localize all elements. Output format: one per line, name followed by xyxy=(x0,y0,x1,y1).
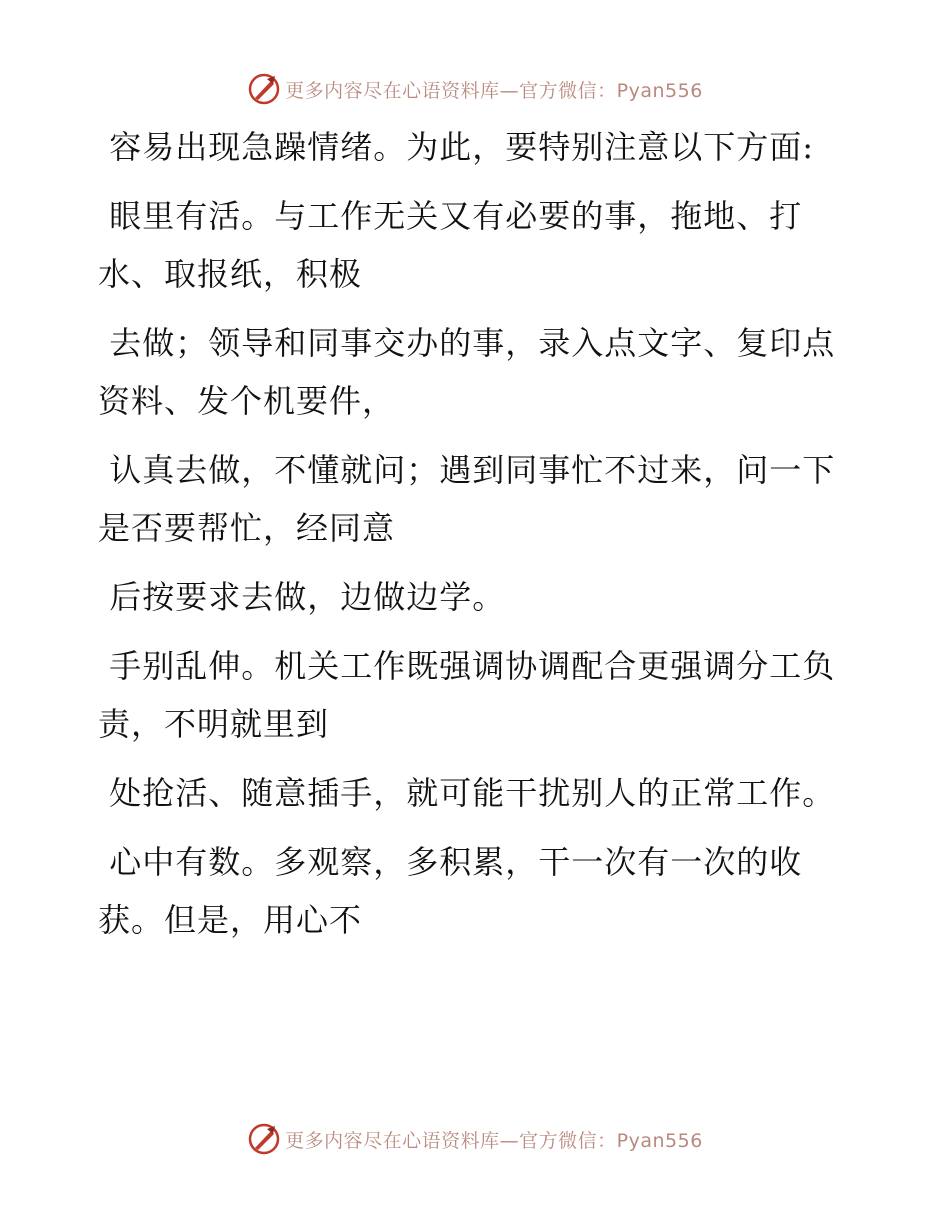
paragraph: 眼里有活。与工作无关又有必要的事，拖地、打水、取报纸，积极 xyxy=(98,197,803,293)
paragraph: 处抢活、随意插手，就可能干扰别人的正常工作。 xyxy=(109,774,836,812)
paragraph: 容易出现急躁情绪。为此，要特别注意以下方面: xyxy=(109,128,814,166)
footer-banner-text: 更多内容尽在心语资料库—官方微信：Pyan556 xyxy=(285,1129,703,1152)
paragraph: 后按要求去做，边做边学。 xyxy=(109,578,506,616)
header-banner-text: 更多内容尽在心语资料库—官方微信：Pyan556 xyxy=(285,79,703,102)
document-body xyxy=(98,118,838,960)
footer-banner xyxy=(0,1122,950,1156)
paragraph: 手别乱伸。机关工作既强调协调配合更强调分工负责，不明就里到 xyxy=(98,647,836,743)
header-banner xyxy=(0,72,950,106)
paragraph: 认真去做，不懂就问；遇到同事忙不过来，问一下是否要帮忙，经同意 xyxy=(98,451,836,547)
paragraph: 心中有数。多观察，多积累，干一次有一次的收获。但是，用心不 xyxy=(98,843,803,939)
paragraph: 去做；领导和同事交办的事，录入点文字、复印点资料、发个机要件， xyxy=(98,324,836,420)
quill-logo-icon xyxy=(247,1122,281,1156)
quill-logo-icon xyxy=(247,72,281,106)
